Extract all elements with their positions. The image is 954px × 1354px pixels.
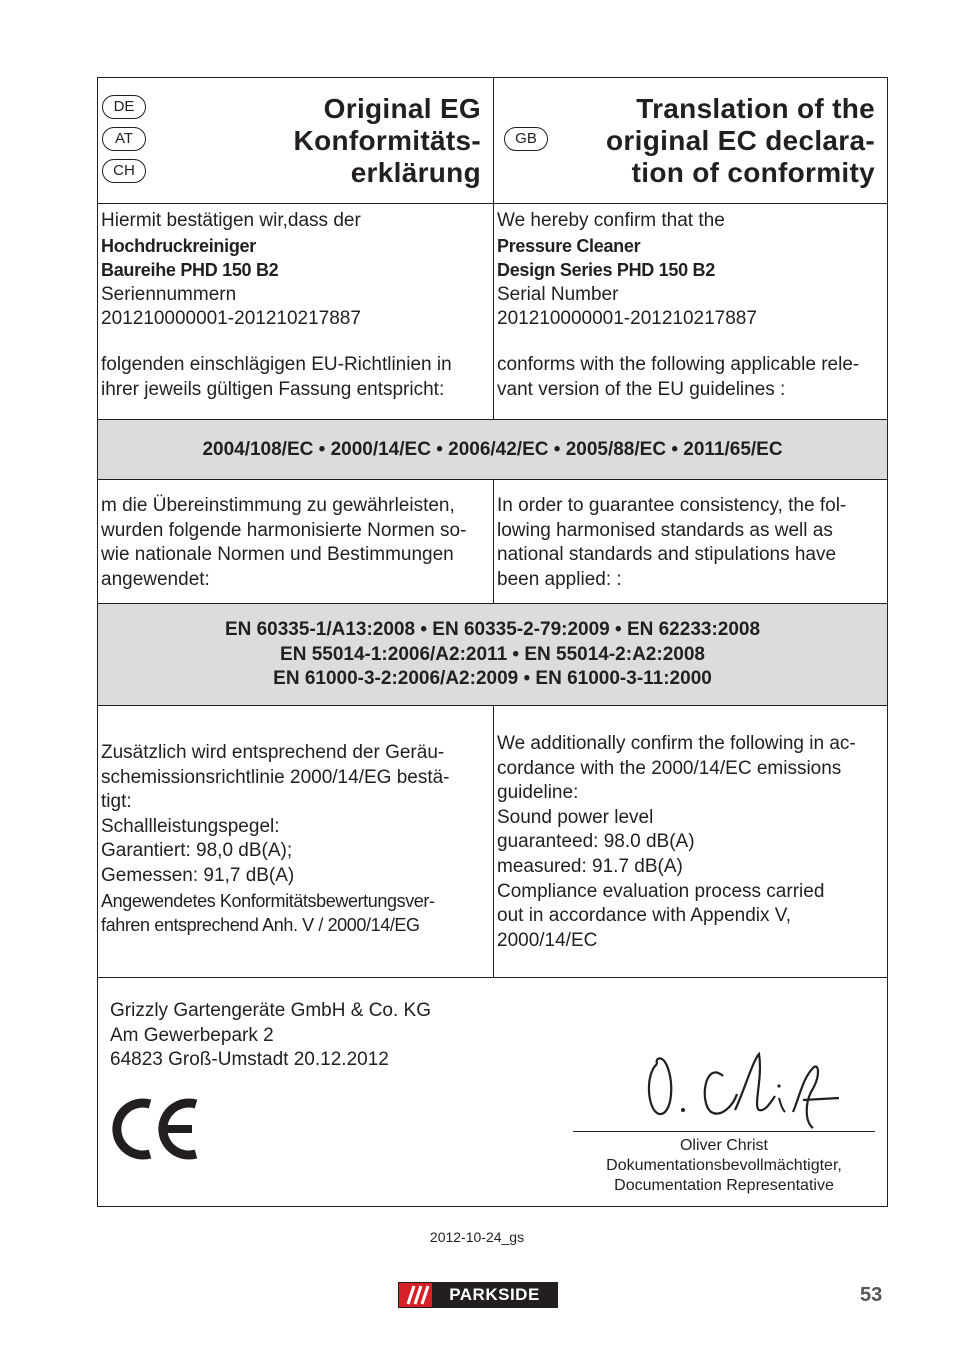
- harmonised-row: [98, 480, 887, 604]
- series-de: Baureihe PHD 150 B2: [101, 260, 279, 281]
- emissions-line: Garantiert: 98,0 dB(A);: [101, 840, 293, 862]
- parkside-logo: [398, 1282, 558, 1308]
- intro-line: conforms with the following applicable rele-: [497, 353, 860, 375]
- signature-block: [98, 978, 887, 1208]
- harmonised-de: [98, 480, 494, 603]
- intro-de: [98, 204, 494, 419]
- company-street: Am Gewerbepark 2: [110, 1024, 274, 1046]
- title-en-line: Translation of the: [636, 93, 875, 124]
- signatory-name: Oliver Christ: [679, 1137, 768, 1154]
- harmonised-line: wurden folgende harmonisierte Normen so-: [101, 519, 467, 541]
- intro-line: vant version of the EU guidelines :: [497, 378, 786, 400]
- emissions-line: fahren entsprechend Anh. V / 2000/14/EG: [101, 915, 420, 936]
- directives-band: [98, 420, 887, 480]
- series-en: Design Series PHD 150 B2: [497, 260, 715, 281]
- intro-row: [98, 204, 887, 420]
- logo-stripes-icon: [402, 1283, 432, 1307]
- emissions-line: cordance with the 2000/14/EC emissions: [497, 757, 842, 779]
- spacer: [101, 332, 493, 353]
- emissions-line: 2000/14/EC: [497, 929, 598, 951]
- title-de: [294, 93, 481, 189]
- signature-line: [573, 1131, 875, 1132]
- lang-badge-de: DE: [102, 95, 146, 119]
- harmonised-line: wie nationale Normen und Bestimmungen: [101, 544, 454, 566]
- emissions-line: Schallleistungspegel:: [101, 815, 280, 837]
- lang-badge-gb: GB: [504, 127, 548, 151]
- emissions-line: guaranteed: 98.0 dB(A): [497, 831, 695, 853]
- intro-line: folgenden einschlägigen EU-Richtlinien in: [101, 353, 452, 375]
- page-number: 53: [860, 1284, 883, 1306]
- emissions-line: tigt:: [101, 791, 132, 813]
- intro-line: We hereby confirm that the: [497, 210, 725, 231]
- emissions-line: Angewendetes Konformitätsbewertungsver-: [101, 890, 435, 911]
- ce-mark-icon: [112, 1096, 200, 1162]
- emissions-line: Sound power level: [497, 806, 654, 828]
- harmonised-line: national standards and stipulations have: [497, 544, 837, 566]
- signatory: [573, 1136, 875, 1196]
- declaration-frame: [97, 77, 888, 1207]
- emissions-line: Compliance evaluation process carried: [497, 880, 825, 902]
- standards-line: EN 61000-3-2:2006/A2:2009 • EN 61000-3-11:2000: [273, 668, 712, 690]
- harmonised-en: [494, 480, 887, 603]
- emissions-line: Gemessen: 91,7 dB(A): [101, 864, 295, 886]
- title-en-line: tion of conformity: [631, 157, 875, 188]
- emissions-line: out in accordance with Appendix V,: [497, 905, 791, 927]
- lang-badge-ch: CH: [102, 159, 146, 183]
- emissions-en: [494, 706, 887, 977]
- emissions-line: guideline:: [497, 782, 579, 804]
- intro-en: [494, 204, 887, 419]
- serial-range-en: 201210000001-201210217887: [497, 308, 757, 330]
- harmonised-line: In order to guarantee consistency, the fol-: [497, 495, 847, 516]
- signature-icon: [643, 1048, 843, 1136]
- emissions-line: Zusätzlich wird entsprechend der Geräu-: [101, 742, 445, 763]
- emissions-row: [98, 706, 887, 978]
- company-name: Grizzly Gartengeräte GmbH & Co. KG: [110, 1000, 431, 1021]
- title-de-line: Original EG: [323, 93, 481, 124]
- header-right: [494, 78, 887, 203]
- product-name-en: Pressure Cleaner: [497, 235, 641, 256]
- standards-line: EN 55014-1:2006/A2:2011 • EN 55014-2:A2:2008: [280, 643, 705, 665]
- date-code: 2012-10-24_gs: [429, 1229, 525, 1245]
- title-de-line: erklärung: [350, 157, 481, 188]
- spacer: [497, 332, 887, 353]
- header-row: [98, 78, 887, 204]
- harmonised-line: been applied: :: [497, 568, 622, 590]
- intro-line: Hiermit bestätigen wir,dass der: [101, 210, 361, 231]
- title-en: [606, 93, 875, 189]
- emissions-line: schemissionsrichtlinie 2000/14/EG bestä-: [101, 766, 450, 788]
- title-de-line: Konformitäts-: [293, 125, 481, 156]
- harmonised-line: angewendet:: [101, 568, 210, 590]
- lang-badge-at: AT: [102, 127, 146, 151]
- intro-line: ihrer jeweils gültigen Fassung entspricht:: [101, 378, 445, 400]
- standards-band: [98, 604, 887, 706]
- intro-line: Seriennummern: [101, 283, 237, 305]
- product-name-de: Hochdruckreiniger: [101, 235, 256, 256]
- standards-list: [98, 618, 887, 692]
- emissions-de: [98, 706, 494, 977]
- standards-line: EN 60335-1/A13:2008 • EN 60335-2-79:2009 • EN 62233:2008: [224, 619, 761, 640]
- harmonised-line: m die Übereinstimmung zu gewährleisten,: [101, 495, 455, 516]
- company-address: [110, 999, 431, 1073]
- directives-list: 2004/108/EC • 2000/14/EC • 2006/42/EC • 2005/88/EC • 2011/65/EC: [202, 439, 783, 460]
- emissions-line: We additionally confirm the following in ac-: [497, 733, 856, 754]
- title-en-line: original EC declara-: [606, 125, 875, 156]
- signatory-role-de: Dokumentationsbevollmächtigter,: [606, 1157, 842, 1174]
- serial-range-de: 201210000001-201210217887: [101, 308, 361, 330]
- signatory-role-en: Documentation Representative: [614, 1177, 834, 1194]
- logo-wordmark: PARKSIDE: [432, 1283, 557, 1307]
- intro-line: Serial Number: [497, 283, 619, 305]
- emissions-line: measured: 91.7 dB(A): [497, 855, 683, 877]
- harmonised-line: lowing harmonised standards as well as: [497, 519, 833, 541]
- company-city-date: 64823 Groß-Umstadt 20.12.2012: [110, 1049, 389, 1071]
- header-left: [98, 78, 494, 203]
